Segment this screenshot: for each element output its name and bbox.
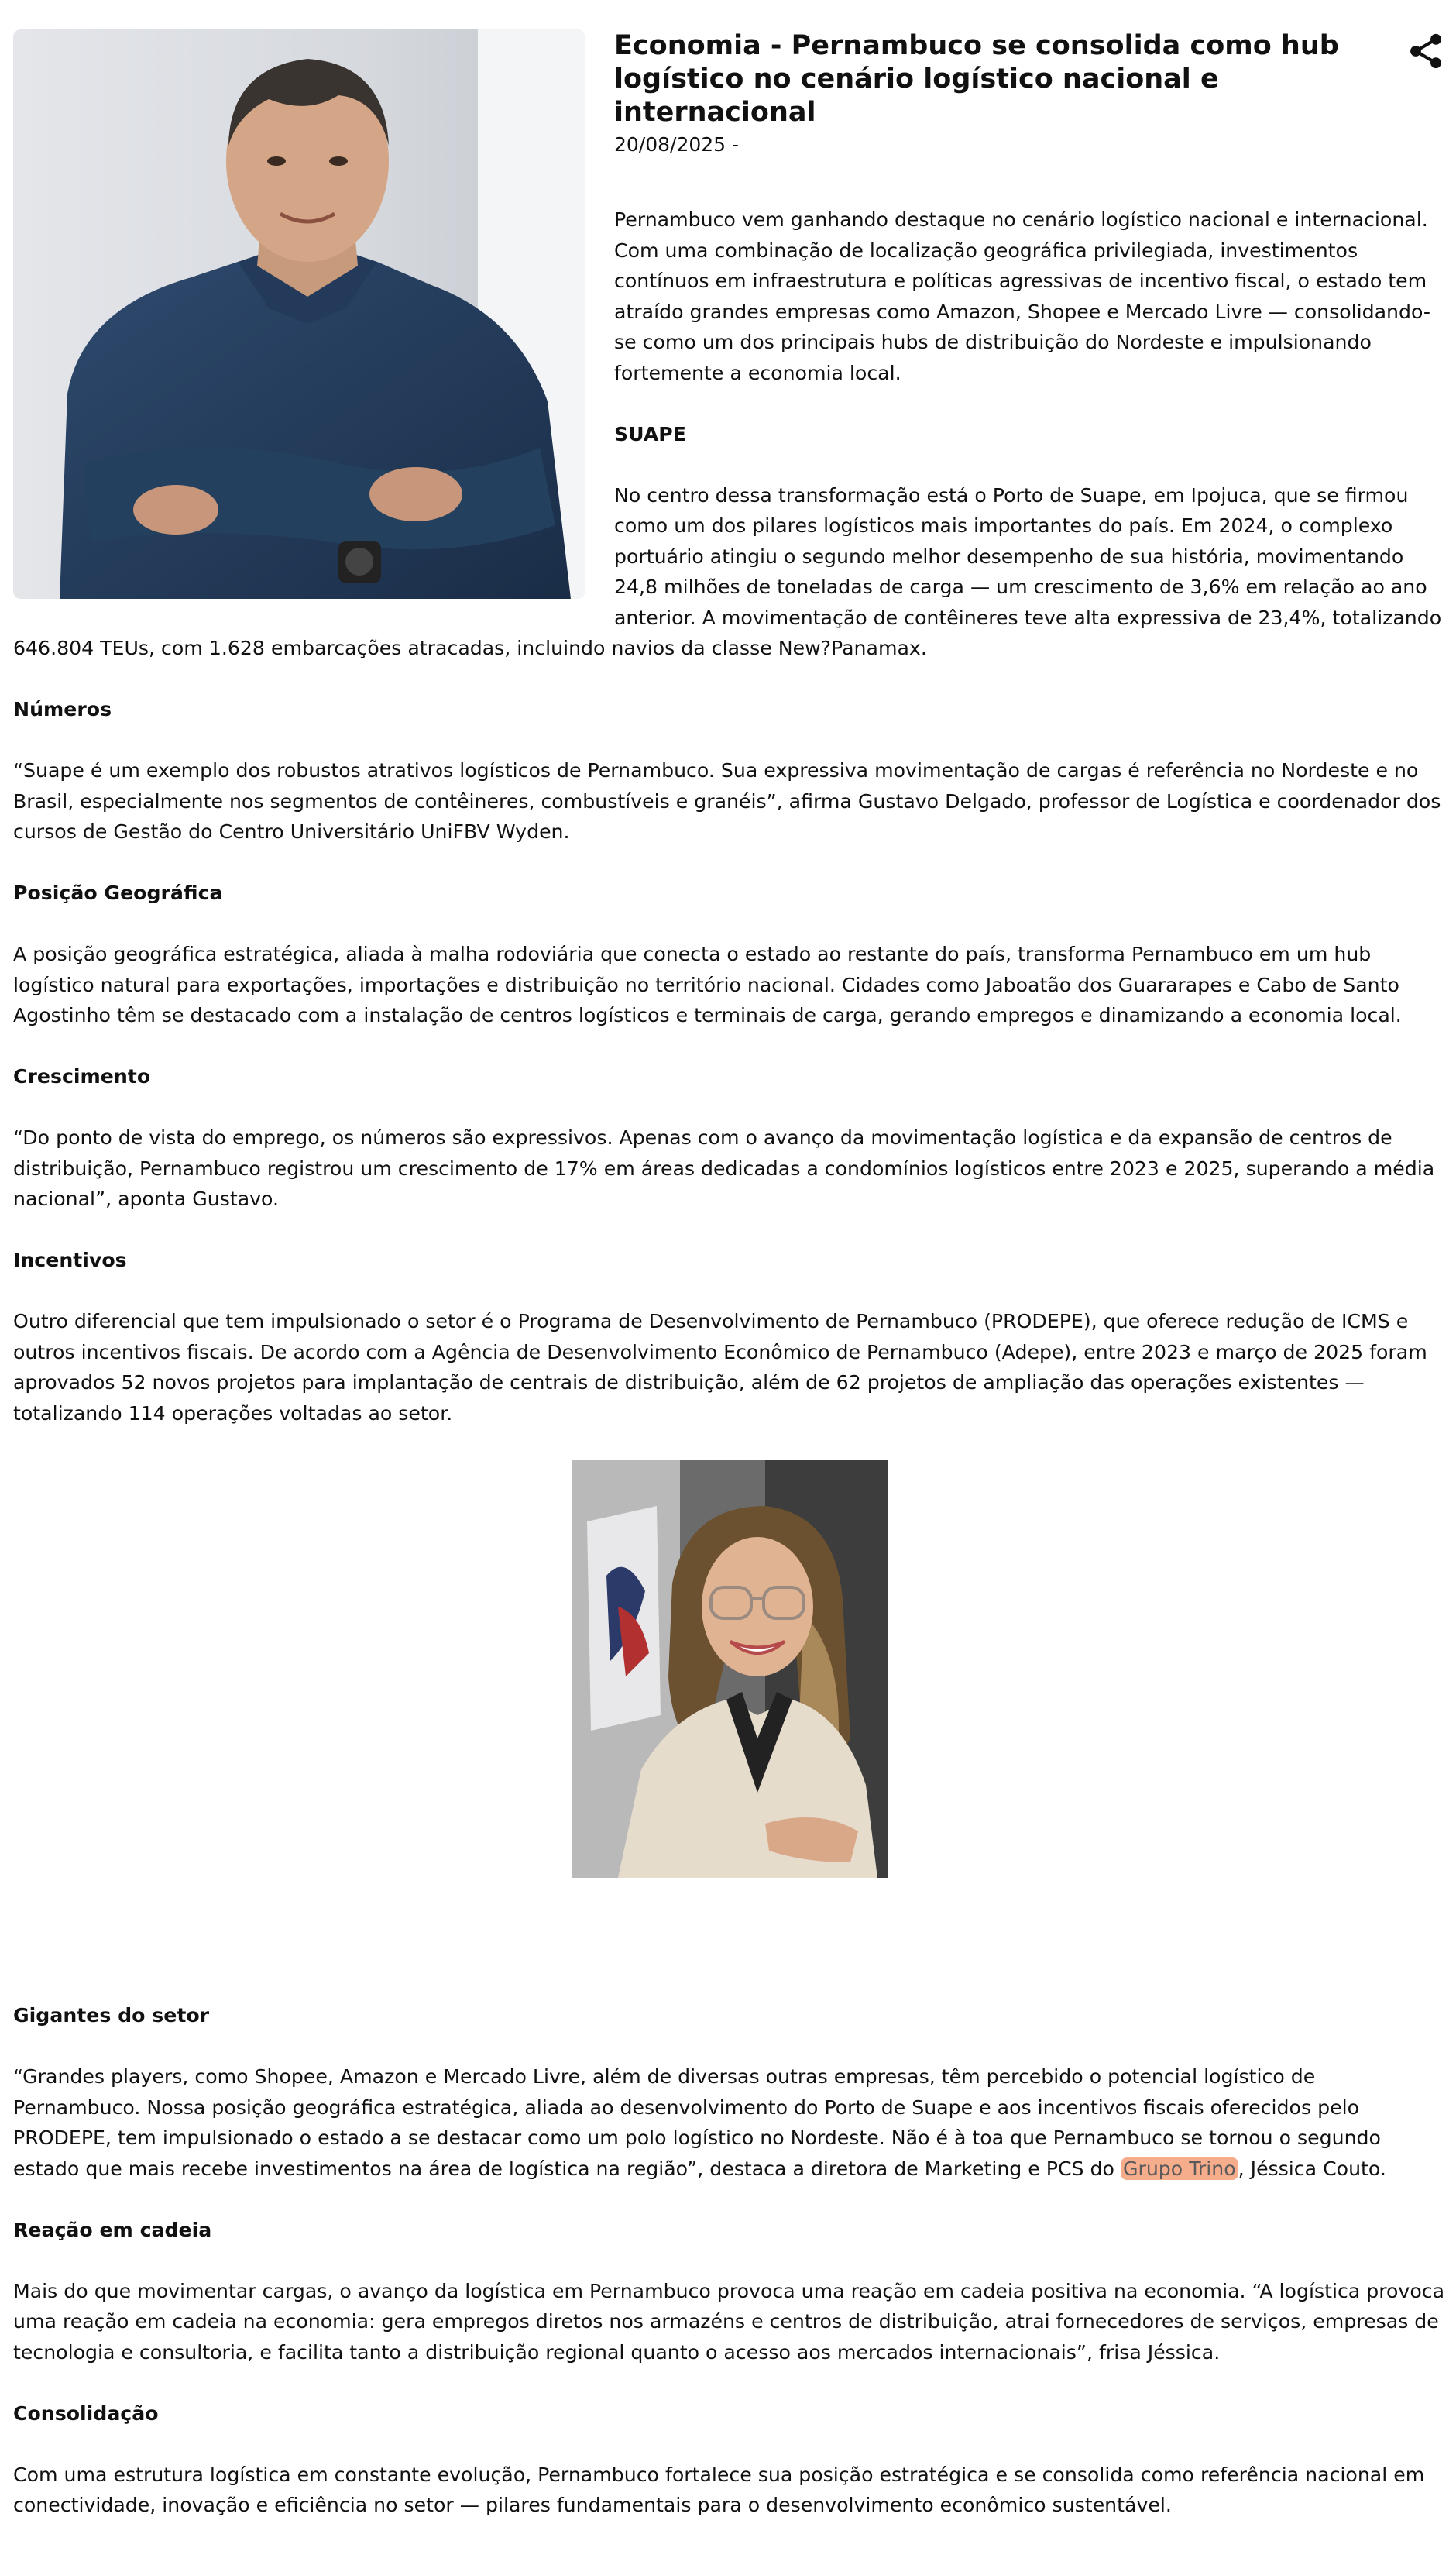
share-button[interactable] xyxy=(1406,31,1446,71)
woman-portrait-image xyxy=(572,1460,888,1878)
section-heading-suape: SUAPE xyxy=(614,422,686,445)
article-title: Economia - Pernambuco se consolida como hub logístico no cenário logístico nacional e internacional xyxy=(614,30,1339,128)
section-heading-posicao: Posição Geográfica xyxy=(13,882,223,904)
article-date: 20/08/2025 - xyxy=(614,133,740,156)
section-heading-numeros: Números xyxy=(13,698,112,720)
section-heading-reacao: Reação em cadeia xyxy=(13,2218,212,2241)
article-header xyxy=(13,29,1446,129)
share-icon xyxy=(1406,31,1446,71)
section-text-incentivos: Outro diferencial que tem impulsionado o setor é o Programa de Desenvolvimento de Pernambuco (PRODEPE), que oferece redução de ICMS e outros incentivos fiscais. De acordo com a Agência de Desenvolvimento Econômico de Pernambuco (Adepe), entre 2023 e março de 2025 foram aprovados 52 novos projetos para implantação de centrais de distribuição, além de 62 projetos de ampliação das operações existentes — totalizando 114 operações voltadas ao setor. xyxy=(13,1310,1427,1425)
section-heading-consolidacao: Consolidação xyxy=(13,2402,159,2425)
section-text-suape: No centro dessa transformação está o Porto de Suape, em Ipojuca, que se firmou como um dos pilares logísticos mais importantes do país. Em 2024, o complexo portuário atingiu o segundo melhor desempenho de sua história, movimentando 24,8 milhões de toneladas de carga — um crescimento de 3,6% em relação ao ano anterior. A movimentação de contêineres teve alta expressiva de 23,4%, totalizando 646.804 TEUs, com 1.628 embarcações atracadas, incluindo navios da classe New?Panamax. xyxy=(13,483,1442,659)
section-text-crescimento: “Do ponto de vista do emprego, os números são expressivos. Apenas com o avanço da movimentação logística e da expansão de centros de distribuição, Pernambuco registrou um crescimento de 17% em áreas dedicadas a condomínios logísticos entre 2023 e 2025, superando a média nacional”, aponta Gustavo. xyxy=(13,1126,1435,1210)
section-heading-gigantes: Gigantes do setor xyxy=(13,2004,210,2027)
section-heading-incentivos: Incentivos xyxy=(13,1249,127,1271)
gigantes-text-before: “Grandes players, como Shopee, Amazon e Mercado Livre, além de diversas outras empresas, têm percebido o potencial logístico de Pernambuco. Nossa posição geográfica estratégica, aliada ao desenvolvimento do Porto de Suape e aos incentivos fiscais oferecidos pelo PRODEPE, tem impulsionado o estado a se destacar como um polo logístico no Nordeste. Não é à toa que Pernambuco se tornou o segundo estado que mais recebe investimentos na área de logística na região”, destaca a diretora de Marketing e PCS do xyxy=(13,2065,1381,2180)
inline-figure xyxy=(13,1429,1446,1878)
section-heading-crescimento: Crescimento xyxy=(13,1065,151,1088)
grupo-trino-highlight: Grupo Trino xyxy=(1121,2157,1238,2180)
section-text-gigantes xyxy=(13,2061,1446,2184)
section-text-reacao: Mais do que movimentar cargas, o avanço da logística em Pernambuco provoca uma reação em cadeia positiva na economia. “A logística provoca uma reação em cadeia na economia: gera empregos diretos nos armazéns e centros de distribuição, atrai fornecedores de serviços, empresas de tecnologia e consultoria, e facilita tanto a distribuição regional quanto o acesso aos mercados internacionais”, frisa Jéssica. xyxy=(13,2279,1445,2364)
section-text-consolidacao: Com uma estrutura logística em constante evolução, Pernambuco fortalece sua posição estratégica e se consolida como referência nacional em conectividade, inovação e eficiência no setor — pilares fundamentais para o desenvolvimento econômico sustentável. xyxy=(13,2463,1425,2516)
section-text-posicao: A posição geográfica estratégica, aliada à malha rodoviária que conecta o estado ao restante do país, transforma Pernambuco em um hub logístico natural para exportações, importações e distribuição no território nacional. Cidades como Jaboatão dos Guararapes e Cabo de Santo Agostinho têm se destacado com a instalação de centros logísticos e terminais de carga, gerando empregos e dinamizando a economia local. xyxy=(13,943,1402,1026)
inline-photo xyxy=(572,1460,888,1878)
section-text-numeros: “Suape é um exemplo dos robustos atrativos logísticos de Pernambuco. Sua expressiva movimentação de cargas é referência no Nordeste e no Brasil, especialmente nos segmentos de contêineres, combustíveis e granéis”, afirma Gustavo Delgado, professor de Logística e coordenador dos cursos de Gestão do Centro Universitário UniFBV Wyden. xyxy=(13,759,1441,843)
news-article xyxy=(13,29,1446,2521)
gigantes-text-after: , Jéssica Couto. xyxy=(1238,2157,1386,2180)
intro-paragraph: Pernambuco vem ganhando destaque no cenário logístico nacional e internacional. Com uma combinação de localização geográfica privilegiada, investimentos contínuos em infraestrutura e políticas agressivas de incentivo fiscal, o estado tem atraído grandes empresas como Amazon, Shopee e Mercado Livre — consolidando-se como um dos principais hubs de distribuição do Nordeste e impulsionando fortemente a economia local. xyxy=(614,208,1430,384)
